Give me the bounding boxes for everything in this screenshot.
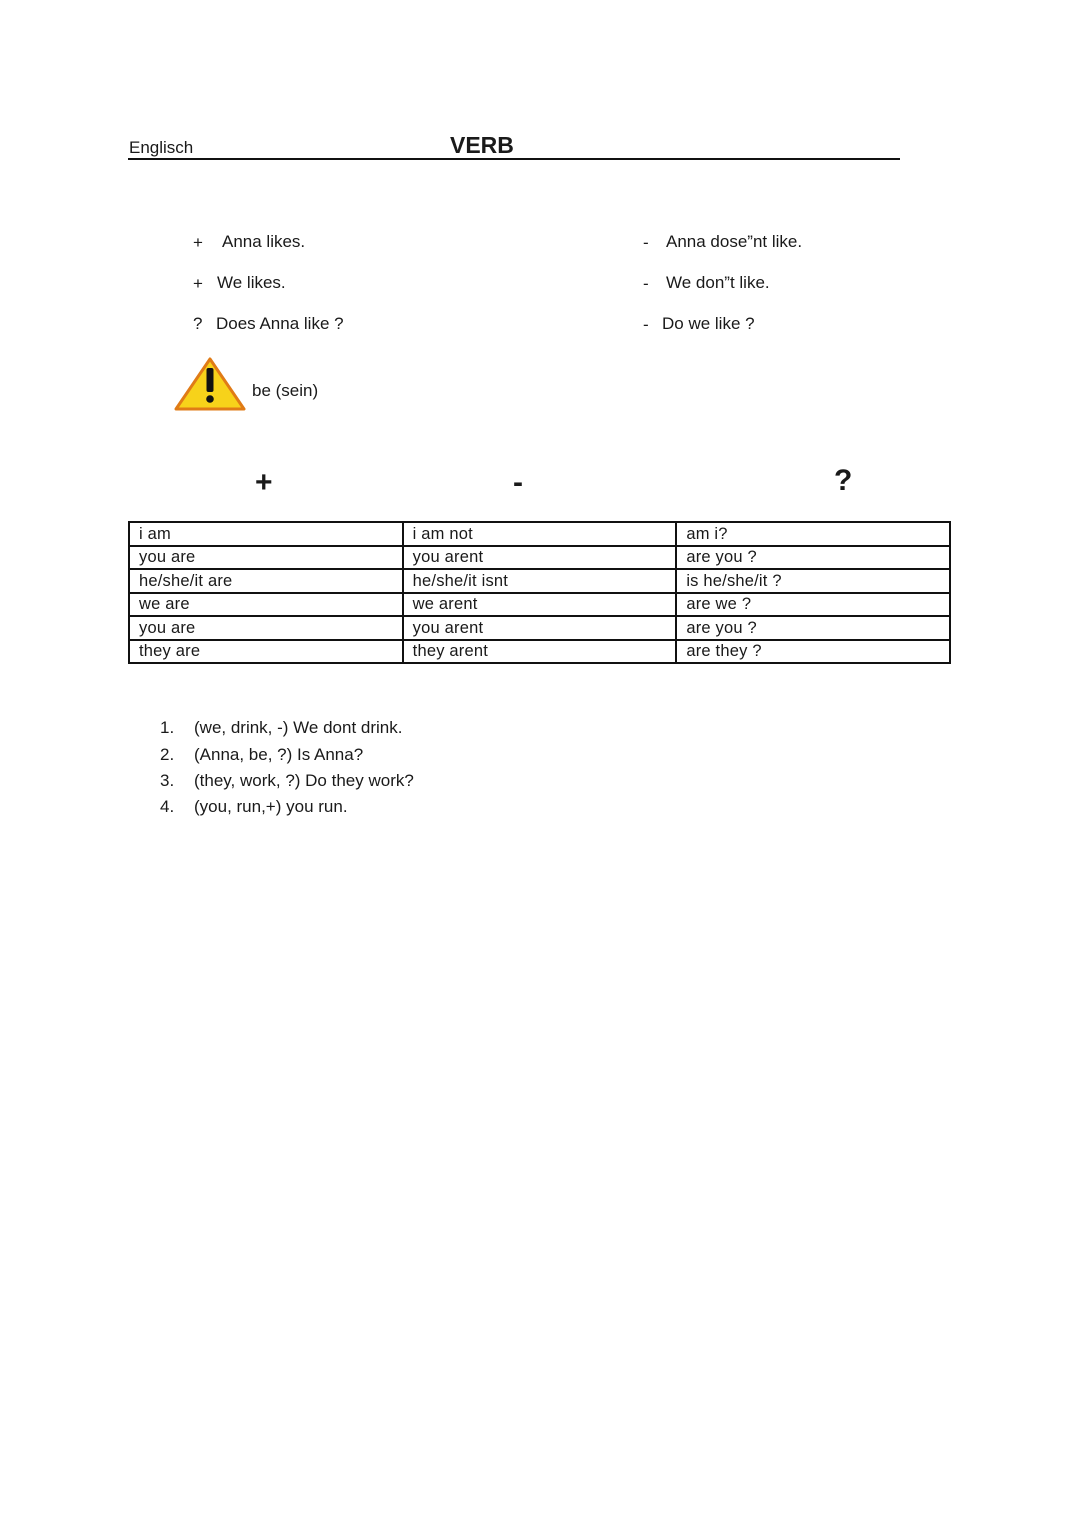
exercise-text: (we, drink, -) We dont drink. [194,718,403,737]
table-cell: we are [129,593,403,617]
table-row [129,593,950,617]
example-right-3-symbol: - [643,315,649,334]
negative-column-header: - [513,466,523,499]
table-cell: is he/she/it ? [676,569,950,593]
table-cell: you arent [403,546,677,570]
exercise-text: (they, work, ?) Do they work? [194,771,414,790]
exercise-item-4 [160,797,348,817]
exercise-number: 2. [160,745,175,764]
example-left-2-symbol: + [193,274,203,293]
warning-triangle-icon [174,357,246,411]
table-cell: am i? [676,522,950,546]
table-cell: i am not [403,522,677,546]
table-cell: you are [129,546,403,570]
example-left-3: Does Anna like ? [216,314,344,333]
warning-text: be (sein) [252,381,319,400]
table-cell: they arent [403,640,677,664]
example-right-1-symbol: - [643,233,649,252]
table-cell: he/she/it are [129,569,403,593]
example-right-1: Anna dose”nt like. [666,232,803,251]
page-title: VERB [450,132,514,158]
example-right-2: We don”t like. [666,273,770,292]
exercise-item-3 [160,771,414,791]
example-left-3-symbol: ? [193,314,203,333]
table-cell: you arent [403,616,677,640]
exercise-number: 3. [160,771,175,790]
exercise-number: 4. [160,797,175,816]
example-left-1: Anna likes. [222,232,306,251]
question-column-header: ? [834,464,853,497]
example-right-2-symbol: - [643,274,649,293]
table-cell: you are [129,616,403,640]
table-row [129,616,950,640]
exercise-item-2 [160,745,363,765]
table-row [129,640,950,664]
table-row [129,546,950,570]
table-row [129,522,950,546]
exercise-number: 1. [160,718,175,737]
table-row [129,569,950,593]
exercise-text: (you, run,+) you run. [194,797,348,816]
exercise-text: (Anna, be, ?) Is Anna? [194,745,364,764]
table-cell: are we ? [676,593,950,617]
table-cell: we arent [403,593,677,617]
table-cell: i am [129,522,403,546]
positive-column-header: + [255,466,273,499]
table-cell: are they ? [676,640,950,664]
exercise-item-1 [160,718,402,738]
subject-label: Englisch [129,138,194,157]
example-right-3: Do we like ? [662,314,755,333]
conjugation-table [128,521,951,664]
page-header [128,128,900,160]
example-left-1-symbol: + [193,233,203,252]
example-left-2: We likes. [217,273,286,292]
table-cell: he/she/it isnt [403,569,677,593]
table-cell: are you ? [676,616,950,640]
table-cell: are you ? [676,546,950,570]
table-cell: they are [129,640,403,664]
